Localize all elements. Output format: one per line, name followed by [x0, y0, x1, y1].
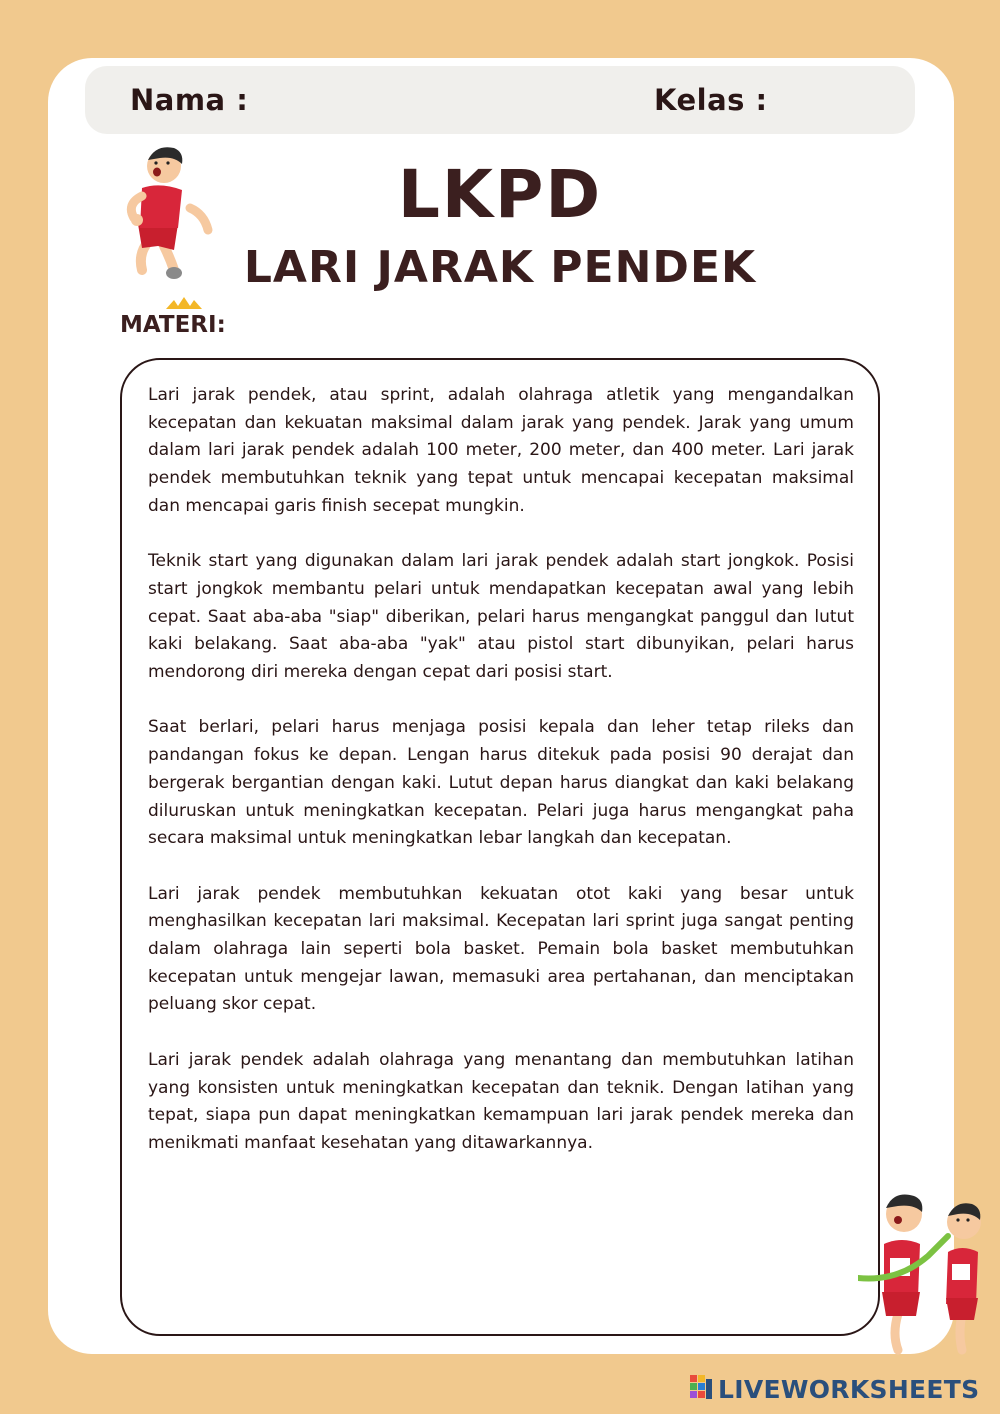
paragraph: Lari jarak pendek, atau sprint, adalah olahraga atletik yang mengandalkan kecepatan dan kekuatan maksimal dalam jarak yang pendek. Jarak yang umum dalam lari jarak pendek adalah 100 meter, 200 meter, dan 400 meter. Lari jarak pendek membutuhkan teknik yang tepat untuk mencapai kecepatan maksimal dan mencapai garis finish secepat mungkin.	[148, 385, 854, 516]
page-subtitle: LARI JARAK PENDEK	[243, 242, 757, 293]
finish-line-runners-illustration	[858, 1186, 1000, 1356]
paragraph: Lari jarak pendek membutuhkan kekuatan otot kaki yang besar untuk menghasilkan kecepatan lari maksimal. Kecepatan lari sprint juga sangat penting dalam olahraga lain seperti bola basket. Pemain bola basket membutuhkan kecepatan untuk mengejar lawan, memasuki area pertahanan, dan menciptakan peluang skor cepat.	[148, 883, 854, 1015]
spark-decoration-icon	[164, 296, 204, 310]
paragraph: Lari jarak pendek adalah olahraga yang menantang dan membutuhkan latihan yang konsisten untuk meningkatkan kecepatan dan teknik. Dengan latihan yang tepat, siapa pun dapat meningkatkan kemampuan lari jarak pendek mereka dan menikmati manfaat kesehatan yang ditawarkannya.	[148, 1049, 854, 1153]
paragraph: Saat berlari, pelari harus menjaga posisi kepala dan leher tetap rileks dan pandangan fokus ke depan. Lengan harus ditekuk pada posisi 90 derajat dan bergerak bergantian dengan kaki. Lutut depan harus diangkat dan kaki belakang diluruskan untuk meningkatkan kecepatan. Pelari juga harus mengangkat paha secara maksimal untuk meningkatkan lebar langkah dan kecepatan.	[148, 717, 854, 849]
paragraph: Teknik start yang digunakan dalam lari jarak pendek adalah start jongkok. Posisi start jongkok membantu pelari untuk mendapatkan kecepatan awal yang lebih cepat. Saat aba-aba "siap" diberikan, pelari harus mengangkat panggul dan lutut kaki belakang. Saat aba-aba "yak" atau pistol start dibunyikan, pelari harus mendorong diri mereka dengan cepat dari posisi start.	[148, 551, 854, 683]
liveworksheets-icon	[690, 1375, 714, 1403]
page-title: LKPD	[397, 156, 603, 233]
name-label: Nama :	[130, 83, 249, 117]
reading-content	[148, 382, 854, 1158]
liveworksheets-brand: LIVEWORKSHEETS	[718, 1374, 980, 1404]
liveworksheets-logo	[690, 1374, 979, 1404]
class-label: Kelas :	[654, 83, 768, 117]
materi-heading: MATERI:	[120, 312, 226, 338]
